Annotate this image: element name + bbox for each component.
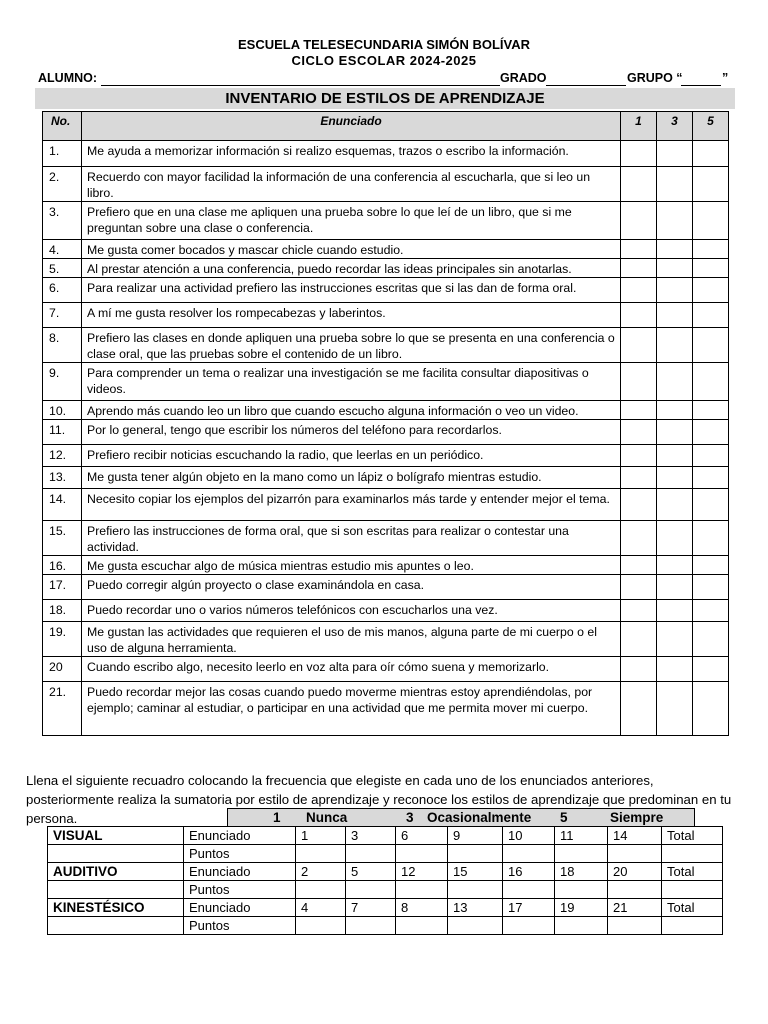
answer-cell-1[interactable] xyxy=(621,401,657,420)
statement-row xyxy=(43,521,729,556)
answer-cell-1[interactable] xyxy=(621,420,657,445)
statement-number-cell: 20 xyxy=(608,863,662,881)
answer-cell-3[interactable] xyxy=(657,445,693,467)
student-info-line xyxy=(38,71,730,87)
answer-cell-1[interactable] xyxy=(621,622,657,657)
total-label: Total xyxy=(662,863,723,881)
statement-text: Me gusta comer bocados y mascar chicle cuando estudio. xyxy=(82,240,621,259)
statement-text: Me gusta escuchar algo de música mientras estudio mis apuntes o leo. xyxy=(82,556,621,575)
points-cell[interactable] xyxy=(503,845,555,863)
statement-number-cell: 2 xyxy=(296,863,346,881)
points-cell[interactable] xyxy=(503,917,555,935)
statement-label: Enunciado xyxy=(184,863,296,881)
statement-number-cell: 12 xyxy=(396,863,448,881)
answer-cell-3[interactable] xyxy=(657,141,693,167)
statement-number: 15. xyxy=(43,521,82,556)
answer-cell-3[interactable] xyxy=(657,682,693,736)
statement-number-cell: 3 xyxy=(346,827,396,845)
statement-row xyxy=(43,401,729,420)
answer-cell-3[interactable] xyxy=(657,467,693,489)
statement-text: Puedo recordar uno o varios números telefónicos con escucharlos una vez. xyxy=(82,600,621,622)
statement-row xyxy=(43,682,729,736)
answer-cell-3[interactable] xyxy=(657,167,693,202)
points-cell[interactable] xyxy=(608,881,662,899)
school-name: ESCUELA TELESECUNDARIA SIMÓN BOLÍVAR xyxy=(237,37,531,52)
answer-cell-5[interactable] xyxy=(693,600,729,622)
instructions-text: Llena el siguiente recuadro colocando la frecuencia que elegiste en cada uno de los enunciados anteriores, posteriormente realiza la sumatoria por estilo de aprendizaje y reconoce los estilos de aprendizaje que predominan en tu persona. xyxy=(26,773,732,826)
answer-cell-1[interactable] xyxy=(621,167,657,202)
column-header-1: 1 xyxy=(621,112,657,141)
answer-cell-1[interactable] xyxy=(621,556,657,575)
answer-cell-5[interactable] xyxy=(693,278,729,303)
summary-points-row xyxy=(48,881,723,899)
points-cell[interactable] xyxy=(448,845,503,863)
answer-cell-5[interactable] xyxy=(693,575,729,600)
statement-row xyxy=(43,489,729,521)
statement-number: 17. xyxy=(43,575,82,600)
total-points-cell[interactable] xyxy=(662,917,723,935)
answer-cell-5[interactable] xyxy=(693,167,729,202)
answer-cell-5[interactable] xyxy=(693,445,729,467)
statement-text: Por lo general, tengo que escribir los números del teléfono para recordarlos. xyxy=(82,420,621,445)
points-label: Puntos xyxy=(184,845,296,863)
answer-cell-1[interactable] xyxy=(621,363,657,401)
answer-cell-5[interactable] xyxy=(693,420,729,445)
answer-cell-1[interactable] xyxy=(621,489,657,521)
statement-row xyxy=(43,467,729,489)
statement-number: 2. xyxy=(43,167,82,202)
answer-cell-5[interactable] xyxy=(693,489,729,521)
inventory-title: INVENTARIO DE ESTILOS DE APRENDIZAJE xyxy=(35,88,735,109)
statement-number-cell: 17 xyxy=(503,899,555,917)
statement-number: 12. xyxy=(43,445,82,467)
answer-cell-5[interactable] xyxy=(693,363,729,401)
statement-number: 10. xyxy=(43,401,82,420)
statement-number-cell: 8 xyxy=(396,899,448,917)
answer-cell-1[interactable] xyxy=(621,575,657,600)
statement-number-cell: 1 xyxy=(296,827,346,845)
statement-row xyxy=(43,575,729,600)
statement-row xyxy=(43,167,729,202)
statement-text: Prefiero recibir noticias escuchando la radio, que leerlas en un periódico. xyxy=(82,445,621,467)
legend-label-never: Nunca xyxy=(306,810,348,825)
answer-cell-5[interactable] xyxy=(693,141,729,167)
statement-number-cell: 19 xyxy=(555,899,608,917)
answer-cell-3[interactable] xyxy=(657,278,693,303)
answer-cell-3[interactable] xyxy=(657,363,693,401)
statement-text: Me ayuda a memorizar información si realizo esquemas, trazos o escribo la información. xyxy=(82,141,621,167)
statement-row xyxy=(43,141,729,167)
statement-number: 13. xyxy=(43,467,82,489)
answer-cell-5[interactable] xyxy=(693,303,729,328)
answer-cell-3[interactable] xyxy=(657,259,693,278)
statement-number: 9. xyxy=(43,363,82,401)
grade-field[interactable] xyxy=(546,71,626,86)
statement-label: Enunciado xyxy=(184,827,296,845)
statement-text: Puedo recordar mejor las cosas cuando puedo moverme mientras estoy aprendiéndolas, por ejemplo; caminar al estudiar, o participar en una actividad que me permita mover mi cuerpo. xyxy=(82,682,621,736)
statement-number: 11. xyxy=(43,420,82,445)
answer-cell-3[interactable] xyxy=(657,622,693,657)
group-close-quote: ” xyxy=(722,71,729,85)
statement-row xyxy=(43,445,729,467)
answer-cell-3[interactable] xyxy=(657,521,693,556)
answer-cell-5[interactable] xyxy=(693,328,729,363)
statement-row xyxy=(43,328,729,363)
inventory-header-row xyxy=(43,112,729,141)
statement-text: Me gustan las actividades que requieren el uso de mis manos, alguna parte de mi cuerpo o el uso de alguna herramienta. xyxy=(82,622,621,657)
statement-number: 6. xyxy=(43,278,82,303)
answer-cell-5[interactable] xyxy=(693,202,729,240)
points-cell[interactable] xyxy=(296,917,346,935)
answer-cell-1[interactable] xyxy=(621,240,657,259)
answer-cell-3[interactable] xyxy=(657,401,693,420)
statement-number-cell: 9 xyxy=(448,827,503,845)
statement-number: 4. xyxy=(43,240,82,259)
answer-cell-1[interactable] xyxy=(621,682,657,736)
statement-number: 21. xyxy=(43,682,82,736)
statement-text: Al prestar atención a una conferencia, puedo recordar las ideas principales sin anotarlas. xyxy=(82,259,621,278)
legend-value-5: 5 xyxy=(560,810,568,825)
column-header-5: 5 xyxy=(693,112,729,141)
column-header-3: 3 xyxy=(657,112,693,141)
statement-text: Para realizar una actividad prefiero las instrucciones escritas que si las dan de forma oral. xyxy=(82,278,621,303)
points-cell[interactable] xyxy=(503,881,555,899)
statement-number: 8. xyxy=(43,328,82,363)
statement-row xyxy=(43,556,729,575)
legend-label-always: Siempre xyxy=(610,810,664,825)
statement-row xyxy=(43,278,729,303)
statement-number-cell: 7 xyxy=(346,899,396,917)
statement-label: Enunciado xyxy=(184,899,296,917)
statement-number: 16. xyxy=(43,556,82,575)
statement-number-cell: 14 xyxy=(608,827,662,845)
frequency-legend xyxy=(227,808,695,827)
style-spacer-cell xyxy=(48,881,184,899)
points-cell[interactable] xyxy=(346,881,396,899)
answer-cell-1[interactable] xyxy=(621,278,657,303)
statement-row xyxy=(43,259,729,278)
total-label: Total xyxy=(662,827,723,845)
answer-cell-1[interactable] xyxy=(621,202,657,240)
points-cell[interactable] xyxy=(296,845,346,863)
statement-number-cell: 6 xyxy=(396,827,448,845)
statement-number: 19. xyxy=(43,622,82,657)
legend-value-1: 1 xyxy=(273,810,281,825)
statement-number: 20 xyxy=(43,657,82,682)
answer-cell-3[interactable] xyxy=(657,420,693,445)
statement-text: Puedo corregir algún proyecto o clase examinándola en casa. xyxy=(82,575,621,600)
statement-text: Prefiero las clases en donde apliquen una prueba sobre lo que se presenta en una conferencia o clase oral, que las pruebas sobre el contenido de un libro. xyxy=(82,328,621,363)
answer-cell-3[interactable] xyxy=(657,202,693,240)
grade-label: GRADO xyxy=(500,71,547,85)
student-label: ALUMNO: xyxy=(38,71,98,85)
answer-cell-1[interactable] xyxy=(621,467,657,489)
learning-style-name: VISUAL xyxy=(48,827,184,845)
statement-number: 5. xyxy=(43,259,82,278)
total-label: Total xyxy=(662,899,723,917)
summary-points-row xyxy=(48,917,723,935)
statement-number: 18. xyxy=(43,600,82,622)
summary-table xyxy=(47,826,723,935)
points-label: Puntos xyxy=(184,917,296,935)
student-name-field[interactable] xyxy=(101,71,500,86)
answer-cell-3[interactable] xyxy=(657,575,693,600)
points-cell[interactable] xyxy=(448,881,503,899)
statement-text: Prefiero que en una clase me apliquen una prueba sobre lo que leí de un libro, que si me preguntan sobre una clase o conferencia. xyxy=(82,202,621,240)
statement-number: 1. xyxy=(43,141,82,167)
answer-cell-5[interactable] xyxy=(693,401,729,420)
learning-style-name: AUDITIVO xyxy=(48,863,184,881)
answer-cell-1[interactable] xyxy=(621,600,657,622)
statement-number: 14. xyxy=(43,489,82,521)
statement-text: Para comprender un tema o realizar una investigación se me facilita consultar diapositivas o videos. xyxy=(82,363,621,401)
statement-number-cell: 13 xyxy=(448,899,503,917)
statement-row xyxy=(43,202,729,240)
points-cell[interactable] xyxy=(448,917,503,935)
answer-cell-5[interactable] xyxy=(693,682,729,736)
points-cell[interactable] xyxy=(555,917,608,935)
statement-text: Me gusta tener algún objeto en la mano como un lápiz o bolígrafo mientras estudio. xyxy=(82,467,621,489)
answer-cell-5[interactable] xyxy=(693,622,729,657)
answer-cell-3[interactable] xyxy=(657,328,693,363)
answer-cell-5[interactable] xyxy=(693,521,729,556)
points-cell[interactable] xyxy=(346,845,396,863)
answer-cell-3[interactable] xyxy=(657,657,693,682)
statement-number-cell: 21 xyxy=(608,899,662,917)
style-spacer-cell xyxy=(48,917,184,935)
statement-text: A mí me gusta resolver los rompecabezas y laberintos. xyxy=(82,303,621,328)
statement-number-cell: 11 xyxy=(555,827,608,845)
group-field[interactable] xyxy=(681,71,721,86)
statement-number-cell: 16 xyxy=(503,863,555,881)
total-points-cell[interactable] xyxy=(662,881,723,899)
statement-number: 7. xyxy=(43,303,82,328)
total-points-cell[interactable] xyxy=(662,845,723,863)
statement-row xyxy=(43,240,729,259)
statement-number-cell: 4 xyxy=(296,899,346,917)
statement-text: Necesito copiar los ejemplos del pizarrón para examinarlos más tarde y entender mejor el tema. xyxy=(82,489,621,521)
statement-text: Cuando escribo algo, necesito leerlo en voz alta para oír cómo suena y memorizarlo. xyxy=(82,657,621,682)
school-cycle: CICLO ESCOLAR 2024-2025 xyxy=(291,53,477,68)
legend-value-3: 3 xyxy=(406,810,414,825)
answer-cell-3[interactable] xyxy=(657,556,693,575)
statement-row xyxy=(43,600,729,622)
answer-cell-1[interactable] xyxy=(621,657,657,682)
summary-statement-row xyxy=(48,827,723,845)
learning-style-name: KINESTÉSICO xyxy=(48,899,184,917)
answer-cell-3[interactable] xyxy=(657,303,693,328)
statement-number-cell: 15 xyxy=(448,863,503,881)
statement-number-cell: 18 xyxy=(555,863,608,881)
column-header-statement: Enunciado xyxy=(82,112,621,141)
points-cell[interactable] xyxy=(346,917,396,935)
summary-statement-row xyxy=(48,899,723,917)
points-cell[interactable] xyxy=(396,845,448,863)
statement-number-cell: 10 xyxy=(503,827,555,845)
statement-number: 3. xyxy=(43,202,82,240)
answer-cell-1[interactable] xyxy=(621,141,657,167)
answer-cell-5[interactable] xyxy=(693,240,729,259)
legend-label-sometimes: Ocasionalmente xyxy=(427,810,532,825)
statement-number-cell: 5 xyxy=(346,863,396,881)
answer-cell-5[interactable] xyxy=(693,657,729,682)
answer-cell-1[interactable] xyxy=(621,328,657,363)
points-cell[interactable] xyxy=(296,881,346,899)
answer-cell-3[interactable] xyxy=(657,600,693,622)
statement-row xyxy=(43,363,729,401)
statement-row xyxy=(43,303,729,328)
column-header-no: No. xyxy=(43,112,82,141)
answer-cell-3[interactable] xyxy=(657,489,693,521)
answer-cell-5[interactable] xyxy=(693,556,729,575)
statement-row xyxy=(43,622,729,657)
statement-text: Recuerdo con mayor facilidad la información de una conferencia al escucharla, que si leo un libro. xyxy=(82,167,621,202)
answer-cell-5[interactable] xyxy=(693,259,729,278)
points-cell[interactable] xyxy=(608,917,662,935)
statement-text: Prefiero las instrucciones de forma oral, que si son escritas para realizar o contestar una actividad. xyxy=(82,521,621,556)
points-cell[interactable] xyxy=(396,881,448,899)
statement-row xyxy=(43,420,729,445)
answer-cell-1[interactable] xyxy=(621,521,657,556)
answer-cell-1[interactable] xyxy=(621,303,657,328)
answer-cell-3[interactable] xyxy=(657,240,693,259)
inventory-table xyxy=(42,111,729,736)
points-label: Puntos xyxy=(184,881,296,899)
points-cell[interactable] xyxy=(608,845,662,863)
summary-statement-row xyxy=(48,863,723,881)
answer-cell-5[interactable] xyxy=(693,467,729,489)
statement-row xyxy=(43,657,729,682)
answer-cell-1[interactable] xyxy=(621,259,657,278)
style-spacer-cell xyxy=(48,845,184,863)
summary-points-row xyxy=(48,845,723,863)
answer-cell-1[interactable] xyxy=(621,445,657,467)
group-label: GRUPO “ xyxy=(627,71,683,85)
statement-text: Aprendo más cuando leo un libro que cuando escucho alguna información o veo un video. xyxy=(82,401,621,420)
points-cell[interactable] xyxy=(396,917,448,935)
points-cell[interactable] xyxy=(555,845,608,863)
points-cell[interactable] xyxy=(555,881,608,899)
